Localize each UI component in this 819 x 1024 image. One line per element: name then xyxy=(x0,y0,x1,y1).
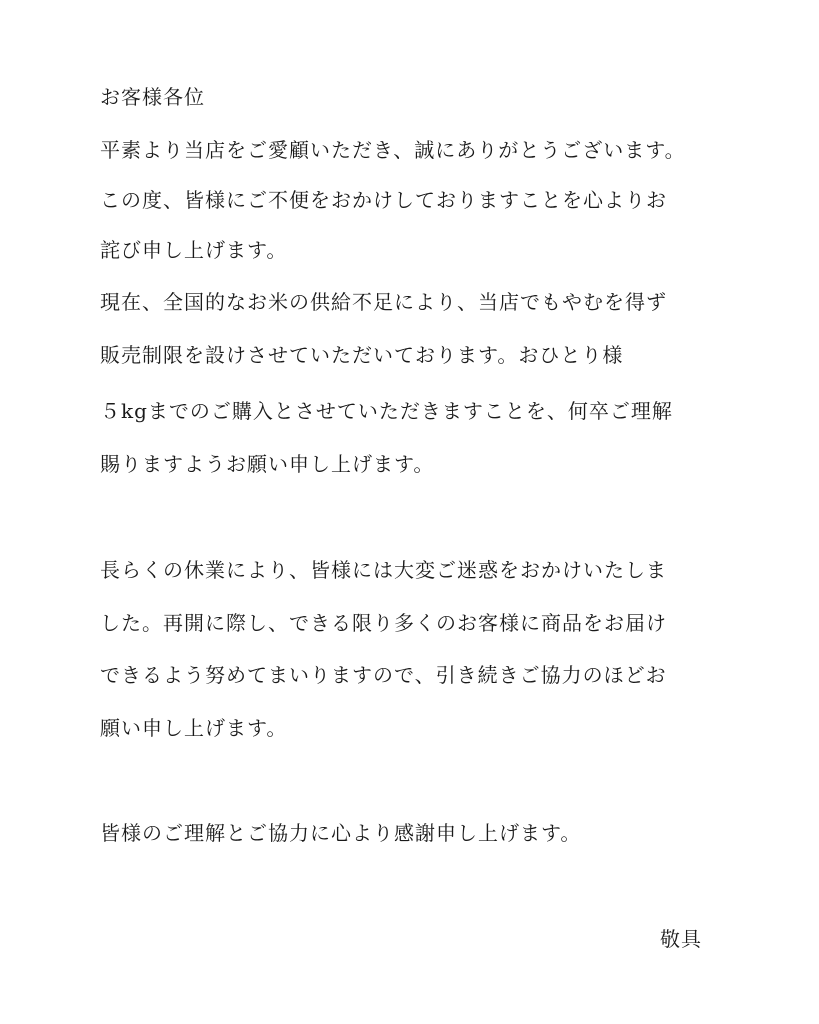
paragraph1-line1: 平素より当店をご愛顧いただき、誠にありがとうございます。 xyxy=(100,138,686,162)
paragraph2-line4: 賜りますようお願い申し上げます。 xyxy=(100,452,435,476)
paragraph3-line2: した。再開に際し、できる限り多くのお客様に商品をお届け xyxy=(100,611,667,635)
paragraph4-line1: 皆様のご理解とご協力に心より感謝申し上げます。 xyxy=(100,821,582,845)
paragraph3-line4: 願い申し上げます。 xyxy=(100,716,288,740)
paragraph1-line2: この度、皆様にご不便をおかけしておりますことを心よりお xyxy=(100,188,667,212)
paragraph3-line3: できるよう努めてまいりますので、引き続きご協力のほどお xyxy=(100,663,667,687)
paragraph3-line1: 長らくの休業により、皆様には大変ご迷惑をおかけいたしま xyxy=(100,558,667,582)
salutation: お客様各位 xyxy=(100,85,205,109)
paragraph2-line1: 現在、全国的なお米の供給不足により、当店でもやむを得ず xyxy=(100,290,667,314)
paragraph2-line3: ５kgまでのご購入とさせていただきますことを、何卒ご理解 xyxy=(100,399,673,423)
paragraph1-line3: 詫び申し上げます。 xyxy=(100,238,288,262)
paragraph2-line2: 販売制限を設けさせていただいております。おひとり様 xyxy=(100,343,624,367)
closing: 敬具 xyxy=(660,927,702,951)
